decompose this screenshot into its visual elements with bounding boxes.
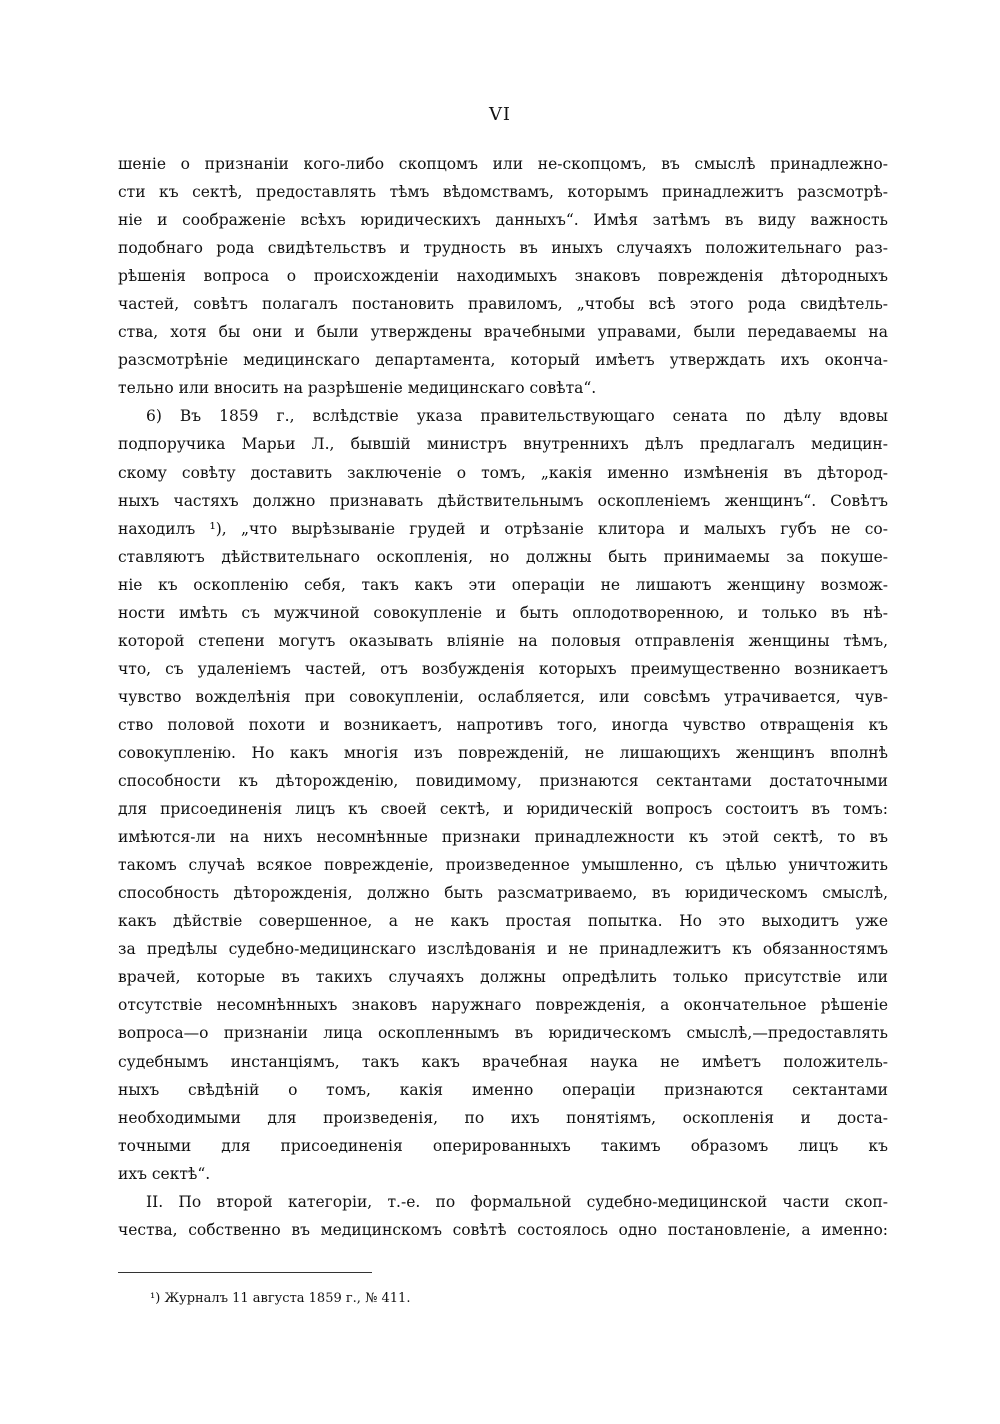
text-line: ніе къ оскопленію себя, такъ какъ эти операціи не лишаютъ женщину возмож- bbox=[118, 575, 888, 594]
text-line: способность дѣторожденія, должно быть разсматриваемо, въ юридическомъ смыслѣ, bbox=[118, 884, 888, 903]
text-line: подобнаго рода свидѣтельствъ и трудность въ иныхъ случаяхъ положительнаго раз- bbox=[118, 239, 888, 258]
text-line: скому совѣту доставить заключеніе о томъ, „какія именно измѣненія въ дѣтород- bbox=[118, 463, 888, 482]
text-line: ніе и соображеніе всѣхъ юридическихъ данныхъ“. Имѣя затѣмъ въ виду важность bbox=[118, 211, 888, 230]
text-line: находилъ ¹), „что вырѣзываніе грудей и отрѣзаніе клитора и малыхъ губъ не со- bbox=[118, 519, 888, 538]
text-line: точными для присоединенія оперированныхъ такимъ образомъ лицъ къ bbox=[118, 1136, 888, 1155]
footnote-rule bbox=[118, 1272, 372, 1273]
text-line: вопроса—о признаніи лица оскопленнымъ въ юридическомъ смыслѣ,—предоставлять bbox=[118, 1024, 888, 1043]
text-line: чувство вожделѣнія при совокупленіи, ослабляется, или совсѣмъ утрачивается, чув- bbox=[118, 687, 888, 706]
page-number: VI bbox=[488, 104, 512, 125]
text-line: что, съ удаленіемъ частей, отъ возбужденія которыхъ преимущественно возникаетъ bbox=[118, 659, 888, 678]
text-line: способности къ дѣторожденію, повидимому, признаются сектантами достаточными bbox=[118, 772, 888, 791]
text-line: частей, совѣтъ полагалъ постановить правиломъ, „чтобы всѣ этого рода свидѣтель- bbox=[118, 295, 888, 314]
text-line: которой степени могутъ оказывать вліяніе на половыя отправленія женщины тѣмъ, bbox=[118, 631, 888, 650]
text-line: за предѣлы судебно-медицинскаго изслѣдованія и не принадлежитъ къ обязанностямъ bbox=[118, 940, 888, 959]
text-line: какъ дѣйствіе совершенное, а не какъ простая попытка. Но это выходитъ уже bbox=[118, 912, 888, 931]
text-line: шеніе о признаніи кого-либо скопцомъ или не-скопцомъ, въ смыслѣ принадлежно- bbox=[118, 155, 888, 173]
text-line: отсутствіе несомнѣнныхъ знаковъ наружнаго поврежденія, а окончательное рѣшеніе bbox=[118, 996, 888, 1015]
footnote-marker: ¹) bbox=[150, 1291, 161, 1306]
text-line: совокупленію. Но какъ многія изъ поврежденій, не лишающихъ женщинъ вполнѣ bbox=[118, 743, 888, 762]
text-line: судебнымъ инстанціямъ, такъ какъ врачебная наука не имѣетъ положитель- bbox=[118, 1052, 888, 1071]
text-line: необходимыми для произведенія, по ихъ понятіямъ, оскопленія и доста- bbox=[118, 1108, 888, 1127]
text-line: рѣшенія вопроса о происхожденіи находимыхъ знаковъ поврежденія дѣтородныхъ bbox=[118, 267, 888, 286]
text-line: тельно или вносить на разрѣшеніе медицинскаго совѣта“. bbox=[118, 379, 597, 398]
text-line: чества, собственно въ медицинскомъ совѣтѣ состоялось одно постановленіе, а именно: bbox=[118, 1220, 888, 1239]
text-line: разсмотрѣніе медицинскаго департамента, который имѣетъ утверждать ихъ оконча- bbox=[118, 351, 888, 370]
text-line: для присоединенія лицъ къ своей сектѣ, и юридическій вопросъ состоитъ въ томъ: bbox=[118, 800, 888, 819]
text-line: ставляютъ дѣйствительнаго оскопленія, но должны быть принимаемы за покуше- bbox=[118, 547, 888, 566]
text-line: ныхъ свѣдѣній о томъ, какія именно операціи признаются сектантами bbox=[118, 1080, 888, 1099]
text-line: ихъ сектѣ“. bbox=[118, 1164, 211, 1183]
text-line: 6) Въ 1859 г., вслѣдствіе указа правительствующаго сената по дѣлу вдовы bbox=[146, 407, 888, 426]
body-text bbox=[118, 150, 888, 1244]
text-line: подпоручика Марьи Л., бывшій министръ внутреннихъ дѣлъ предлагалъ медицин- bbox=[118, 435, 888, 454]
text-line: сти къ сектѣ, предоставлять тѣмъ вѣдомствамъ, которымъ принадлежитъ разсмотрѣ- bbox=[118, 183, 888, 202]
text-line: такомъ случаѣ всякое поврежденіе, произведенное умышленно, съ цѣлью уничтожить bbox=[118, 856, 888, 875]
text-line: имѣются-ли на нихъ несомнѣнные признаки принадлежности къ этой сектѣ, то въ bbox=[118, 828, 888, 847]
text-line: врачей, которые въ такихъ случаяхъ должны опредѣлить только присутствіе или bbox=[118, 968, 888, 987]
text-line: ности имѣть съ мужчиной совокупленіе и быть оплодотворенною, и только въ нѣ- bbox=[118, 603, 888, 622]
text-line: II. По второй категоріи, т.-е. по формальной судебно-медицинской части скоп- bbox=[146, 1192, 888, 1211]
text-line: ство половой похоти и возникаетъ, напротивъ того, иногда чувство отвращенія къ bbox=[118, 715, 888, 734]
footnote bbox=[150, 1290, 410, 1308]
text-line: ства, хотя бы они и были утверждены врачебными управами, были передаваемы на bbox=[118, 323, 888, 342]
footnote-text: Журналъ 11 августа 1859 г., № 411. bbox=[164, 1291, 411, 1306]
text-line: ныхъ частяхъ должно признавать дѣйствительнымъ оскопленіемъ женщинъ“. Совѣтъ bbox=[118, 491, 888, 510]
